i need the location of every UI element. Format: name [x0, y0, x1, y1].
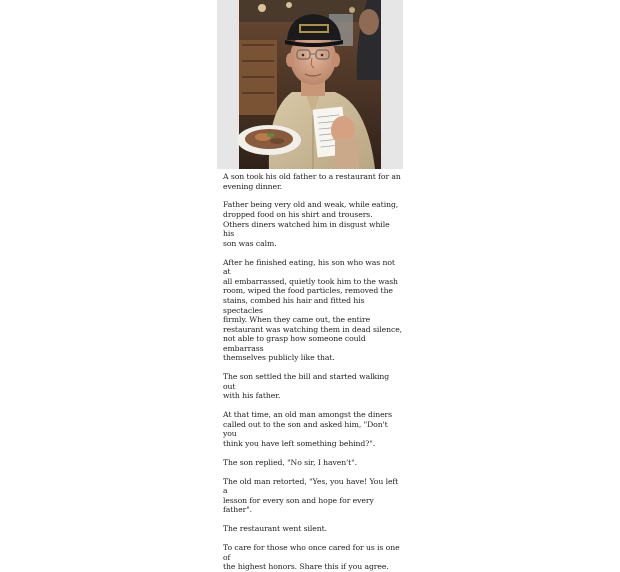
story-paragraph-2: Father being very old and weak, while eating, dropped food on his shirt and trousers. Others diners watched him in disgust while his son was calm. — [223, 200, 399, 248]
old-man-photo — [217, 0, 403, 169]
story-paragraph-3: After he finished eating, his son who was not at all embarrassed, quietly took him to the wash room, wiped the food particles, removed the stains, combed his hair and fitted his spectacles firmly. When they came out, the entire restaurant was watching them in dead silence, not able to grasp how someone could embarrass themselves publicly like that. — [223, 257, 403, 363]
story-paragraph-8: The restaurant went silent. — [223, 524, 327, 534]
story-paragraph-9: To care for those who once cared for us is one of the highest honors. Share this if you agree. — [223, 542, 400, 572]
story-paragraph-1: A son took his old father to a restaurant for an evening dinner. — [223, 172, 401, 191]
story-paragraph-4: The son settled the bill and started walking out with his father. — [223, 372, 390, 401]
story-paragraph-5: At that time, an old man amongst the diners called out to the son and asked him, "Don't you think you have left something behind?". — [223, 410, 393, 448]
photo-panel — [217, 0, 403, 169]
story-paragraph-7: The old man retorted, "Yes, you have! You left a lesson for every son and hope for every father". — [223, 476, 399, 515]
story-text — [223, 172, 403, 572]
story-paragraph-6: The son replied, "No sir, I haven't". — [223, 457, 357, 467]
